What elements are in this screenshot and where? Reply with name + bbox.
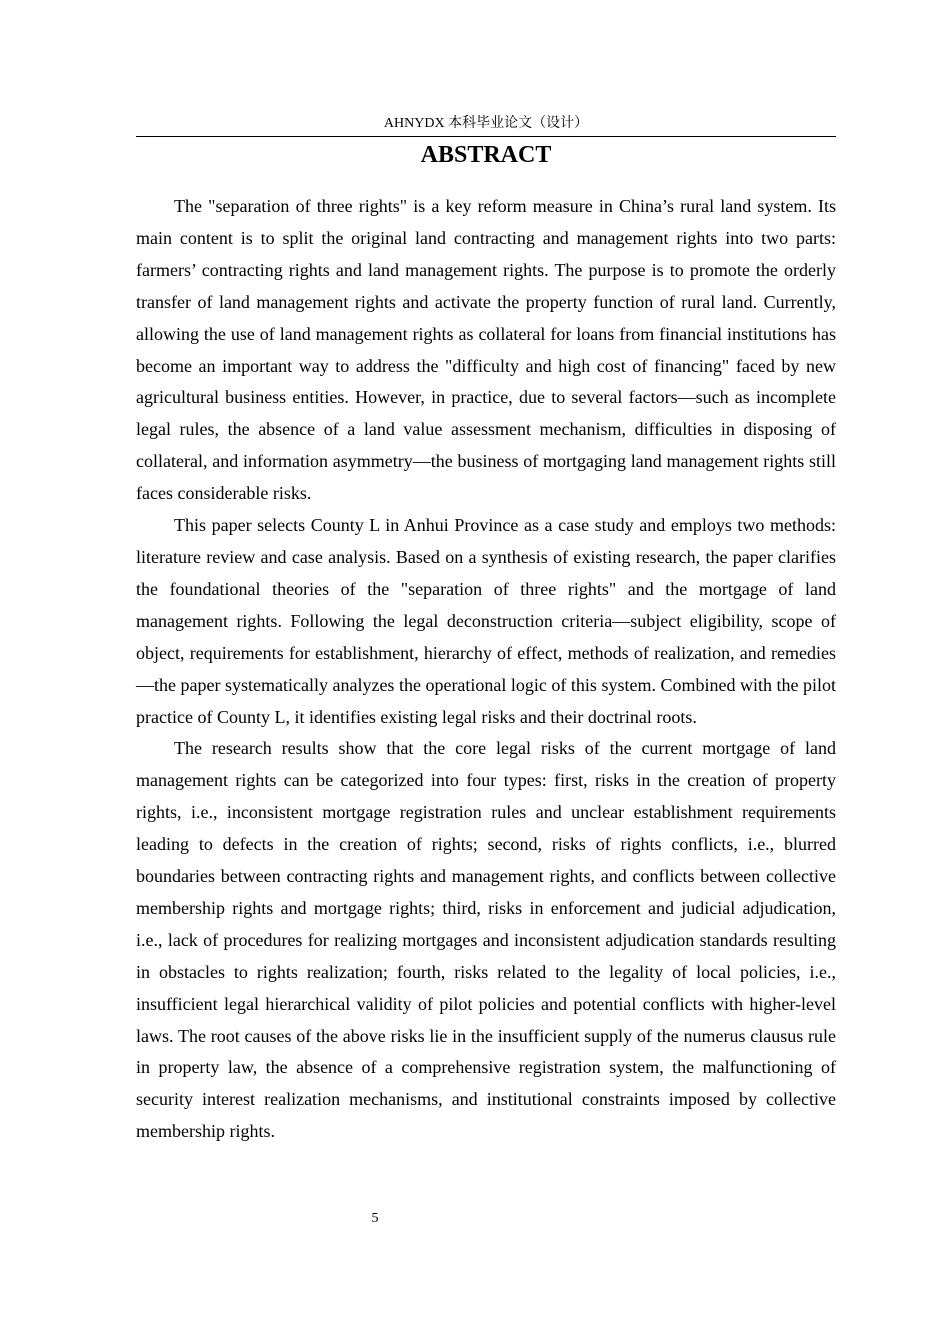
abstract-body: [136, 191, 836, 1148]
abstract-paragraph-2: This paper selects County L in Anhui Province as a case study and employs two methods: literature review and case analysis. Based on a synthesis of existing research, the paper clarifies the foundational theories of the "separation of three rights" and the mortgage of land management rights. Following the legal deconstruction criteria—subject eligibility, scope of object, requirements for establishment, hierarchy of effect, methods of realization, and remedies—the paper systematically analyzes the operational logic of this system. Combined with the pilot practice of County L, it identifies existing legal risks and their doctrinal roots.: [136, 515, 836, 727]
page-number: 5: [371, 1211, 379, 1226]
abstract-title: ABSTRACT: [420, 142, 552, 168]
abstract-paragraph-1: The "separation of three rights" is a key reform measure in China’s rural land system. Its main content is to split the original land contracting and management rights into two parts: farmers’ contracting rights and land management rights. The purpose is to promote the orderly transfer of land management rights and activate the property function of rural land. Currently, allowing the use of land management rights as collateral for loans from financial institutions has become an important way to address the "difficulty and high cost of financing" faced by new agricultural business entities. However, in practice, due to several factors—such as incomplete legal rules, the absence of a land value assessment mechanism, difficulties in disposing of collateral, and information asymmetry—the business of mortgaging land management rights still faces considerable risks.: [136, 196, 836, 504]
header-rule: [136, 136, 836, 137]
running-header: AHNYDX 本科毕业论文（设计）: [383, 116, 589, 131]
abstract-paragraph-3: The research results show that the core legal risks of the current mortgage of land management rights can be categorized into four types: first, risks in the creation of property rights, i.e., inconsistent mortgage registration rules and unclear establishment requirements leading to defects in the creation of rights; second, risks of rights conflicts, i.e., blurred boundaries between contracting rights and management rights, and conflicts between collective membership rights and mortgage rights; third, risks in enforcement and judicial adjudication, i.e., lack of procedures for realizing mortgages and inconsistent adjudication standards resulting in obstacles to rights realization; fourth, risks related to the legality of local policies, i.e., insufficient legal hierarchical validity of pilot policies and potential conflicts with higher-level laws. The root causes of the above risks lie in the insufficient supply of the numerus clausus rule in property law, the absence of a comprehensive registration system, the malfunctioning of security interest realization mechanisms, and institutional constraints imposed by collective membership rights.: [136, 738, 836, 1142]
